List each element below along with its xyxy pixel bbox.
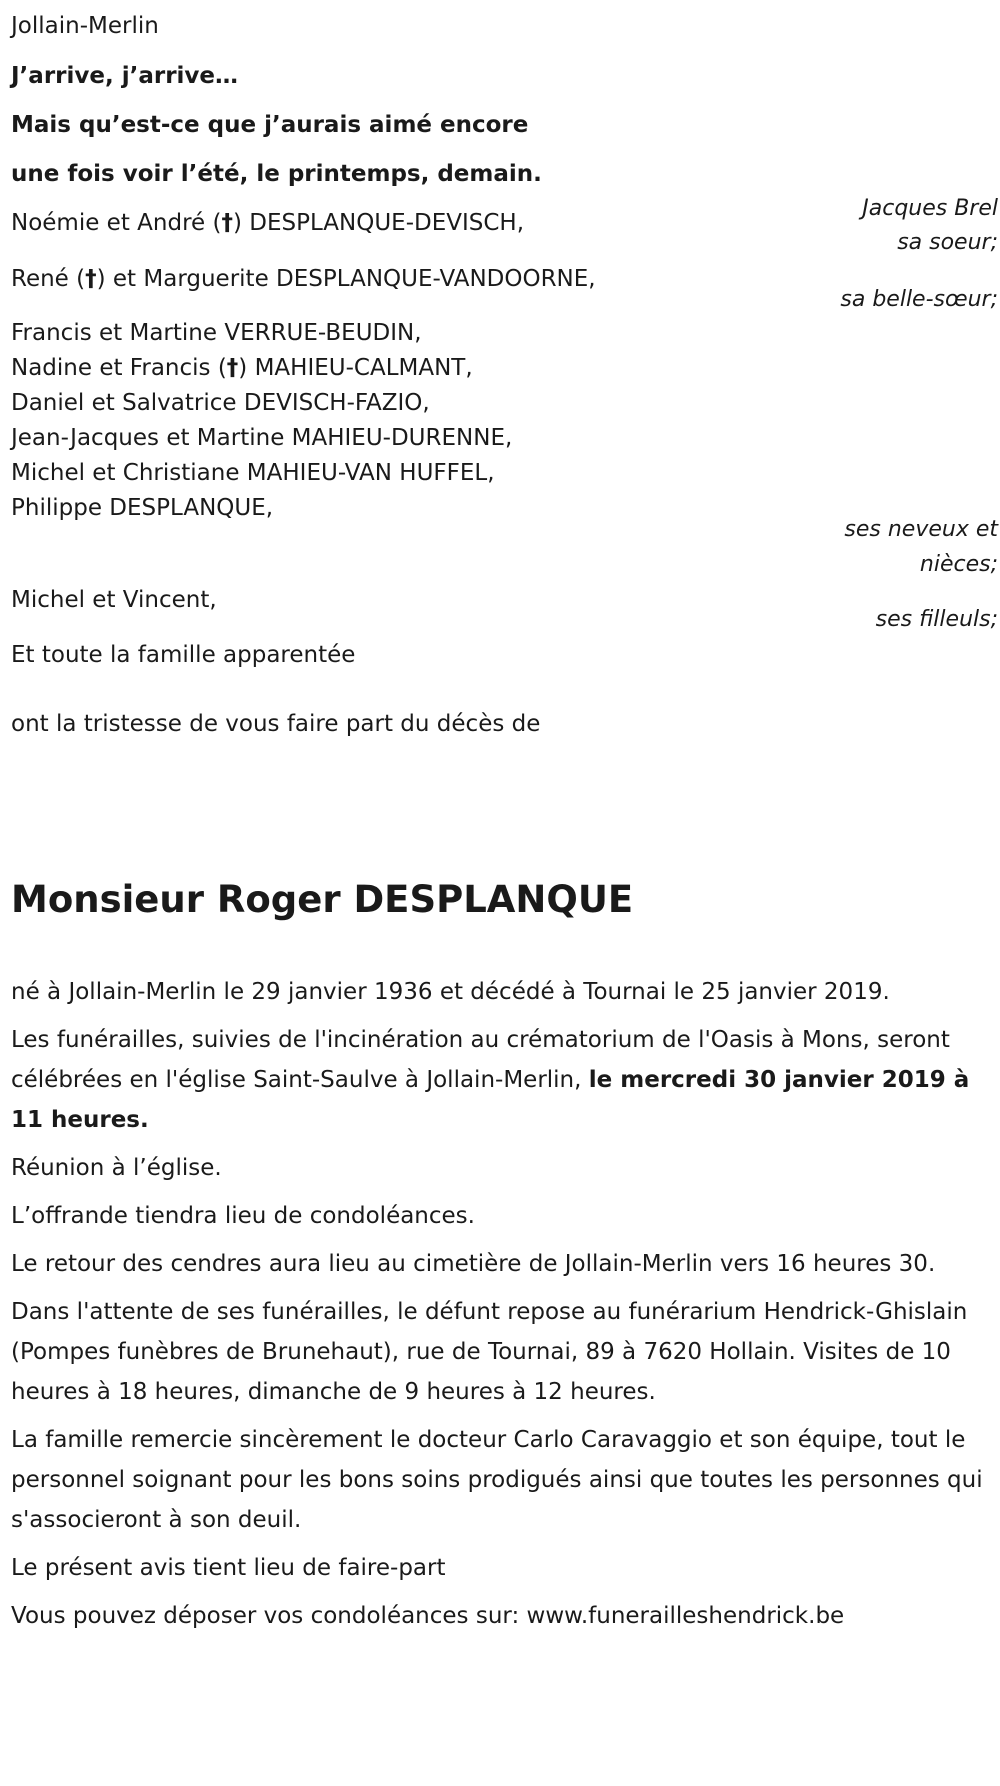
poem-line-3: une fois voir l’été, le printemps, demain. <box>11 161 542 187</box>
poem-line-2: Mais qu’est-ce que j’aurais aimé encore <box>11 112 529 138</box>
role-sister-in-law: sa belle-sœur; <box>840 287 998 312</box>
deceased-name: Monsieur Roger DESPLANQUE <box>11 878 634 921</box>
condolences-info: Vous pouvez déposer vos condoléances sur: www.funerailleshendrick.be <box>11 1603 845 1629</box>
family-line-godchildren: Michel et Vincent, <box>11 587 217 613</box>
family-line: Jean-Jacques et Martine MAHIEU-DURENNE, <box>11 425 513 451</box>
funeral-info: Les funérailles, suivies de l'incinération au crématorium de l'Oasis à Mons, seront célébrées en l'église Saint-Saulve à Jollain-Merlin, le mercredi 30 janvier 2019 à 11 heures. <box>11 1027 970 1133</box>
details-section <box>11 972 986 1644</box>
cross-icon: † <box>226 355 239 381</box>
family-nephews-list <box>11 313 512 528</box>
family-line-sister-in-law: René (†) et Marguerite DESPLANQUE-VANDOORNE, <box>11 266 596 292</box>
notice-info: Le présent avis tient lieu de faire-part <box>11 1555 446 1581</box>
cross-icon: † <box>85 266 97 292</box>
family-line-relatives: Et toute la famille apparentée <box>11 642 356 668</box>
family-line: Francis et Martine VERRUE-BEUDIN, <box>11 320 422 346</box>
role-nephews-line-1: ses neveux et <box>844 517 998 542</box>
family-line: Daniel et Salvatrice DEVISCH-FAZIO, <box>11 390 430 416</box>
meeting-info: Réunion à l’église. <box>11 1155 222 1181</box>
family-line: Michel et Christiane MAHIEU-VAN HUFFEL, <box>11 460 495 486</box>
family-line-sister: Noémie et André (†) DESPLANQUE-DEVISCH, <box>11 210 525 236</box>
poem-quote <box>11 52 542 199</box>
announcement-text: ont la tristesse de vous faire part du décès de <box>11 711 541 737</box>
poem-line-1: J’arrive, j’arrive… <box>11 63 239 89</box>
role-godchildren: ses filleuls; <box>875 607 998 632</box>
birth-death-info: né à Jollain-Merlin le 29 janvier 1936 et décédé à Tournai le 25 janvier 2019. <box>11 979 890 1005</box>
ashes-info: Le retour des cendres aura lieu au cimetière de Jollain-Merlin vers 16 heures 30. <box>11 1251 936 1277</box>
funeral-date: le mercredi 30 janvier 2019 à 11 heures. <box>11 1067 970 1133</box>
role-sister: sa soeur; <box>897 230 998 255</box>
place-header: Jollain-Merlin <box>11 13 159 39</box>
cross-icon: † <box>221 210 233 236</box>
rest-info: Dans l'attente de ses funérailles, le défunt repose au funérarium Hendrick-Ghislain (Pompes funèbres de Brunehaut), rue de Tournai, 89 à 7620 Hollain. Visites de 10 heures à 18 heures, dimanche de 9 heures à 12 heures. <box>11 1299 968 1405</box>
thanks-info: La famille remercie sincèrement le docteur Carlo Caravaggio et son équipe, tout le personnel soignant pour les bons soins prodigués ainsi que toutes les personnes qui s'associeront à son deuil. <box>11 1427 983 1533</box>
role-nephews-line-2: nièces; <box>919 552 998 577</box>
family-line: Nadine et Francis (†) MAHIEU-CALMANT, <box>11 355 473 381</box>
offering-info: L’offrande tiendra lieu de condoléances. <box>11 1203 475 1229</box>
poem-author: Jacques Brel <box>862 196 998 221</box>
family-line: Philippe DESPLANQUE, <box>11 495 274 521</box>
